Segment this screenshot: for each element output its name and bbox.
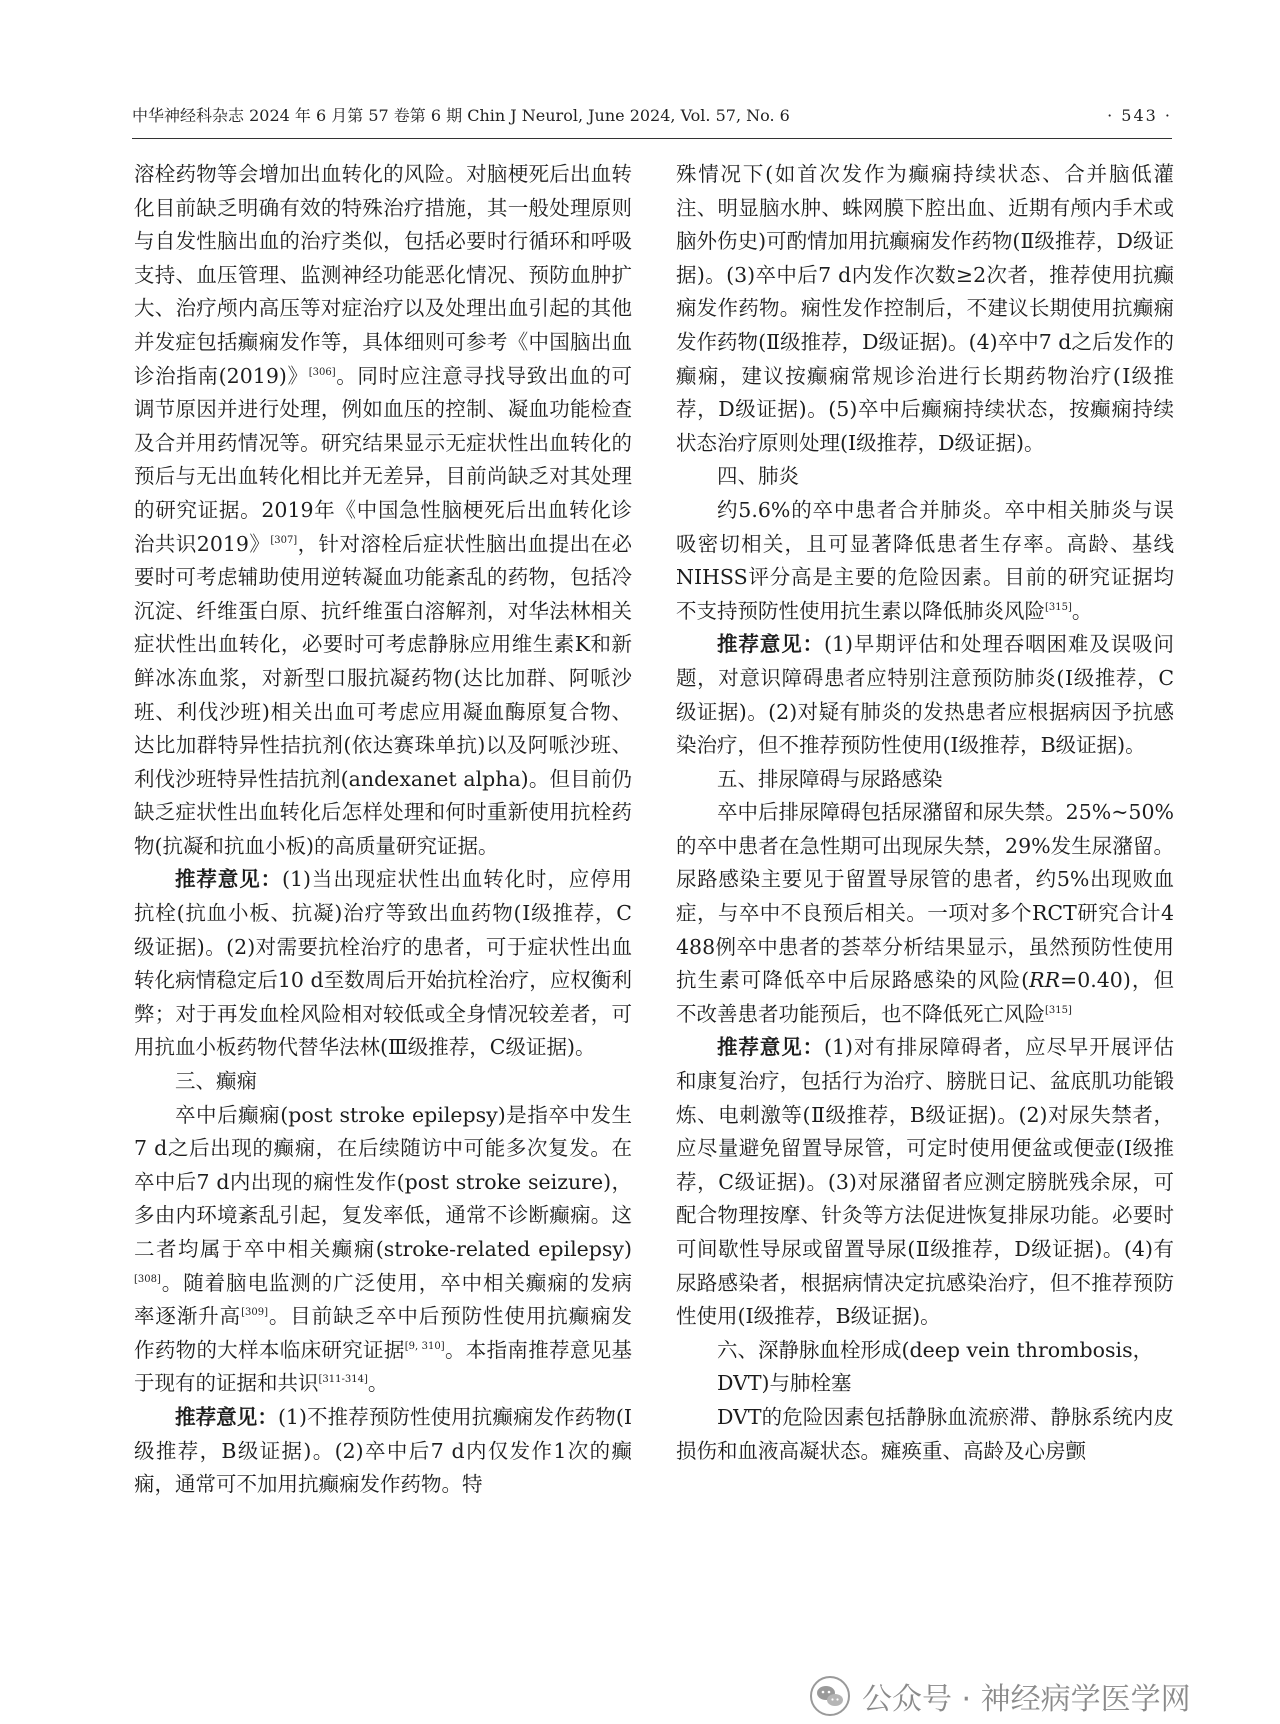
paragraph-hemorrhage-treatment: 溶栓药物等会增加出血转化的风险。对脑梗死后出血转化目前缺乏明确有效的特殊治疗措施，其一般处理原则与自发性脑出血的治疗类似，包括必要时行循环和呼吸支持、血压管理、监测神经功能恶化情况、预防血肿扩大、治疗颅内高压等对症治疗以及处理出血引起的其他并发症包括癫痫发作等，具体细则可参考《中国脑出血诊治指南(2019)》[306]。同时应注意寻找导致出血的可调节原因并进行处理，例如血压的控制、凝血功能检查及合并用药情况等。研究结果显示无症状性出血转化的预后与无出血转化相比并无差异，目前尚缺乏对其处理的研究证据。2019年《中国急性脑梗死后出血转化诊治共识2019》[307]，针对溶栓后症状性脑出血提出在必要时可考虑辅助使用逆转凝血功能紊乱的药物，包括冷沉淀、纤维蛋白原、抗纤维蛋白溶解剂，对华法林相关症状性出血转化，必要时可考虑静脉应用维生素K和新鲜冰冻血浆，对新型口服抗凝药物(达比加群、阿哌沙班、利伐沙班)相关出血可考虑应用凝血酶原复合物、达比加群特异性拮抗剂(依达赛珠单抗)以及阿哌沙班、利伐沙班特异性拮抗剂(andexanet alpha)。但目前仍缺乏症状性出血转化后怎样处理和何时重新使用抗栓药物(抗凝和抗血小板)的高质量研究证据。 (134, 162, 633, 858)
citation-ref: [9, 310] (404, 1340, 445, 1352)
paragraph-epilepsy-continued: 殊情况下(如首次发作为癫痫持续状态、合并脑低灌注、明显脑水肿、蛛网膜下腔出血、近期有颅内手术或脑外伤史)可酌情加用抗癫痫发作药物(Ⅱ级推荐，D级证据)。(3)卒中后7 d内发作次数≥2次者，推荐使用抗癫痫发作药物。痫性发作控制后，不建议长期使用抗癫痫发作药物(Ⅱ级推荐，D级证据)。(4)卒中7 d之后发作的癫痫，建议按癫痫常规诊治进行长期药物治疗(Ⅰ级推荐，D级证据)。(5)卒中后癫痫持续状态，按癫痫持续状态治疗原则处理(Ⅰ级推荐，D级证据)。 (676, 162, 1174, 455)
citation-ref: [307] (270, 534, 298, 546)
citation-ref: [315] (1045, 601, 1072, 613)
rr-symbol: RR (1029, 968, 1061, 993)
recommendation-label: 推荐意见： (717, 1035, 824, 1060)
recommendation-label: 推荐意见： (717, 632, 824, 657)
left-column (134, 158, 632, 1502)
paragraph-pneumonia: 约5.6%的卒中患者合并肺炎。卒中相关肺炎与误吸密切相关，且可显著降低患者生存率。高龄、基线NIHSS评分高是主要的危险因素。目前的研究证据均不支持预防性使用抗生素以降低肺炎风险[315]。 (676, 497, 1174, 623)
running-header (132, 96, 1172, 136)
section-heading-pneumonia: 四、肺炎 (717, 464, 799, 489)
citation-ref: [315] (1045, 1005, 1072, 1017)
citation-ref: [311-314] (318, 1374, 368, 1386)
recommendation-pneumonia: 推荐意见：(1)早期评估和处理吞咽困难及误吸问题，对意识障碍患者应特别注意预防肺炎(Ⅰ级推荐，C级证据)。(2)对疑有肺炎的发热患者应根据病因予抗感染治疗，但不推荐预防性使用(Ⅰ级推荐，B级证据)。 (676, 632, 1175, 758)
paragraph-epilepsy: 卒中后癫痫(post stroke epilepsy)是指卒中发生7 d之后出现的癫痫，在后续随访中可能多次复发。在卒中后7 d内出现的痫性发作(post stroke seizure)，多由内环境紊乱引起，复发率低，通常不诊断癫痫。这二者均属于卒中相关癫痫(stroke-related epilepsy)[308]。随着脑电监测的广泛使用，卒中相关癫痫的发病率逐渐升高[309]。目前缺乏卒中后预防性使用抗癫痫发作药物的大样本临床研究证据[9, 310]。本指南推荐意见基于现有的证据和共识[311-314]。 (134, 1102, 633, 1396)
citation-ref: [306] (308, 366, 336, 378)
journal-citation: 中华神经科杂志 2024 年 6 月第 57 卷第 6 期 Chin J Neurol, June 2024, Vol. 57, No. 6 (132, 106, 790, 125)
recommendation-epilepsy: 推荐意见：(1)不推荐预防性使用抗癫痫发作药物(Ⅰ级推荐，B级证据)。(2)卒中后7 d内仅发作1次的癫痫，通常可不加用抗癫痫发作药物。特 (134, 1404, 633, 1497)
header-rule (132, 138, 1172, 139)
section-heading-dvt: 六、深静脉血栓形成(deep vein thrombosis，DVT)与肺栓塞 (717, 1337, 1154, 1396)
watermark-text: 公众号 · 神经病学医学网 (862, 1682, 1191, 1717)
wechat-icon (810, 1676, 850, 1716)
citation-ref: [309] (241, 1307, 268, 1319)
page-number: · 543 · (1107, 106, 1172, 125)
recommendation-label: 推荐意见： (175, 867, 282, 892)
recommendation-urinary: 推荐意见：(1)对有排尿障碍者，应尽早开展评估和康复治疗，包括行为治疗、膀胱日记、盆底肌功能锻炼、电刺激等(Ⅱ级推荐，B级证据)。(2)对尿失禁者，应尽量避免留置导尿管，可定时使用便盆或便壶(Ⅰ级推荐，C级证据)。(3)对尿潴留者应测定膀胱残余尿，可配合物理按摩、针灸等方法促进恢复排尿功能。必要时可间歇性导尿或留置导尿(Ⅱ级推荐，D级证据)。(4)有尿路感染者，根据病情决定抗感染治疗，但不推荐预防性使用(Ⅰ级推荐，B级证据)。 (676, 1035, 1175, 1329)
citation-ref: [308] (134, 1273, 161, 1285)
right-column (676, 158, 1174, 1468)
paragraph-urinary: 卒中后排尿障碍包括尿潴留和尿失禁。25%~50%的卒中患者在急性期可出现尿失禁，29%发生尿潴留。尿路感染主要见于留置导尿管的患者，约5%出现败血症，与卒中不良预后相关。一项对多个RCT研究合计4 488例卒中患者的荟萃分析结果显示，虽然预防性使用抗生素可降低卒中后尿路感染的风险(RR=0.40)，但不改善患者功能预后，也不降低死亡风险[315] (676, 800, 1174, 1026)
watermark (810, 1672, 1191, 1720)
paragraph-dvt: DVT的危险因素包括静脉血流瘀滞、静脉系统内皮损伤和血液高凝状态。瘫痪重、高龄及心房颤 (676, 1404, 1174, 1463)
section-heading-urinary: 五、排尿障碍与尿路感染 (717, 766, 943, 791)
section-heading-epilepsy: 三、癫痫 (175, 1069, 257, 1094)
recommendation-hemorrhage: 推荐意见：(1)当出现症状性出血转化时，应停用抗栓(抗血小板、抗凝)治疗等致出血药物(Ⅰ级推荐，C级证据)。(2)对需要抗栓治疗的患者，可于症状性出血转化病情稳定后10 d至数周后开始抗栓治疗，应权衡利弊；对于再发血栓风险相对较低或全身情况较差者，可用抗血小板药物代替华法林(Ⅲ级推荐，C级证据)。 (134, 867, 633, 1060)
recommendation-label: 推荐意见： (175, 1404, 278, 1429)
